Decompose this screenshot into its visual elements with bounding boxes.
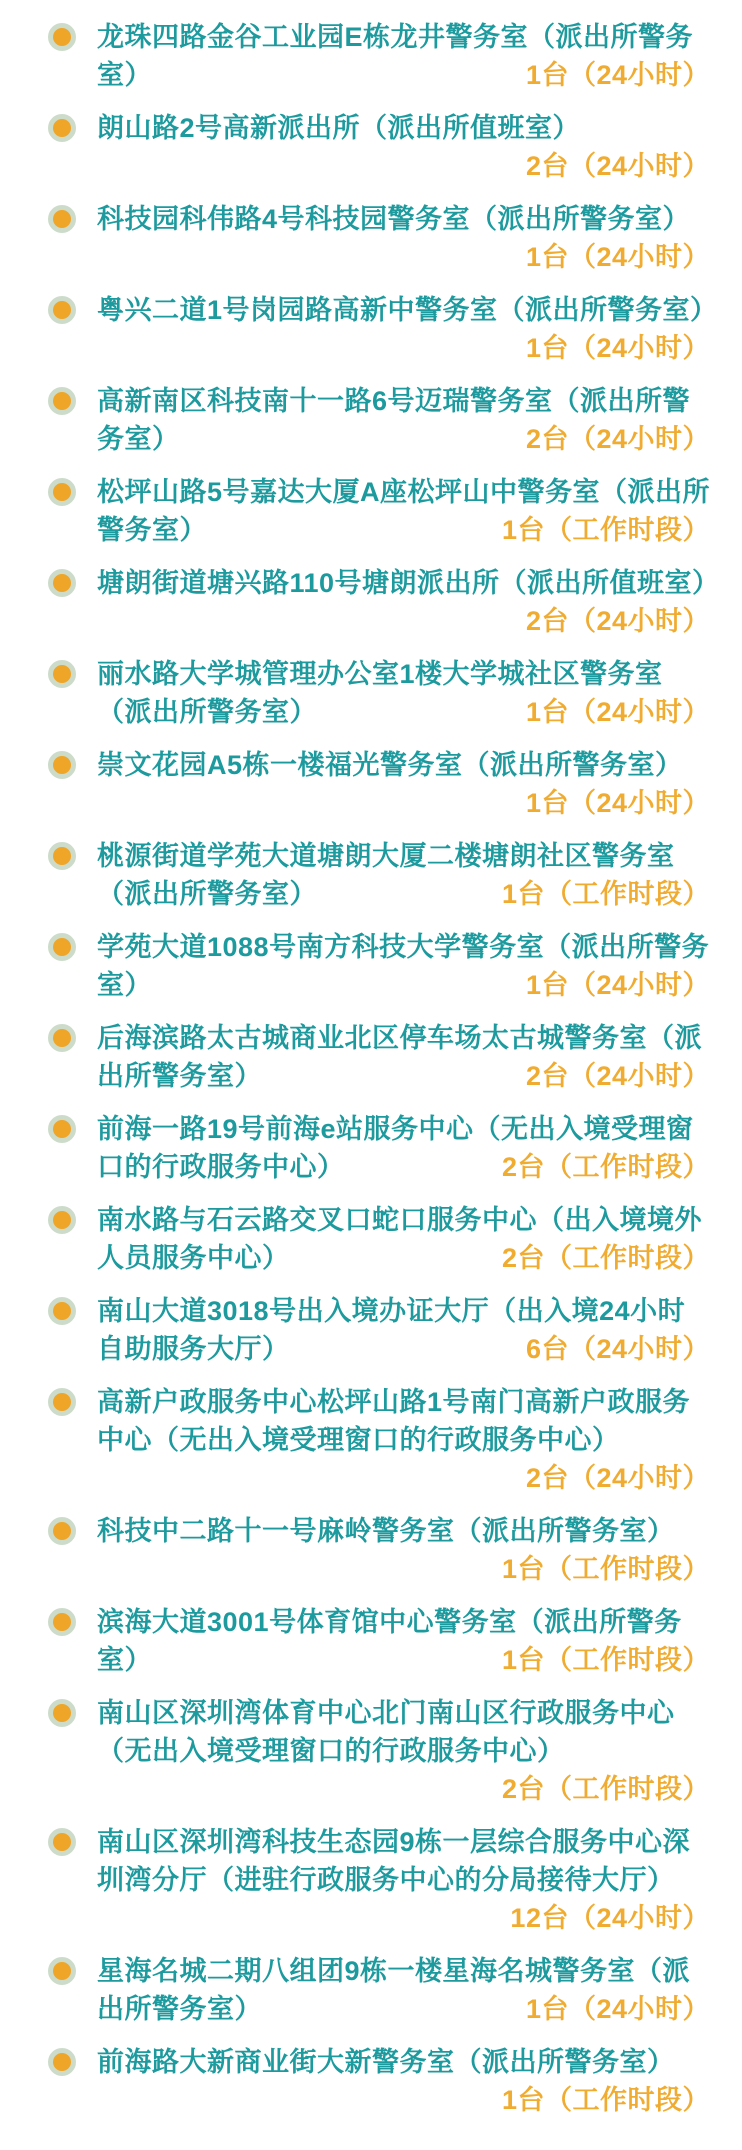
list-item	[48, 1694, 710, 1808]
machine-count-and-hours: 2台（工作时段）	[501, 1152, 710, 1182]
location-name: 前海一路19号前海e站服务中心（无出入境受理窗口的行政服务中心）	[97, 1114, 694, 1182]
machine-count-and-hours: 2台（24小时）	[525, 424, 710, 454]
bullet-icon	[48, 1388, 76, 1416]
location-name: 南水路与石云路交叉口蛇口服务中心（出入境境外人员服务中心）	[97, 1205, 702, 1273]
location-name: 崇文花园A5栋一楼福光警务室（派出所警务室）	[97, 750, 683, 780]
list-item-text	[97, 18, 710, 94]
list-item	[48, 1603, 710, 1679]
list-item	[48, 291, 718, 367]
list-item	[48, 1201, 710, 1277]
location-name: 南山大道3018号出入境办证大厅（出入境24小时自助服务大厅）	[97, 1296, 686, 1364]
list-item-text	[97, 1383, 710, 1497]
machine-count-and-hours: 1台（工作时段）	[501, 879, 710, 909]
location-name: 高新南区科技南十一路6号迈瑞警务室（派出所警务室）	[97, 386, 691, 454]
list-item	[48, 18, 710, 94]
location-name: 朗山路2号高新派出所（派出所值班室）	[97, 113, 581, 143]
location-name: 前海路大新商业街大新警务室（派出所警务室）	[97, 2047, 675, 2077]
list-item	[48, 1019, 710, 1095]
machine-count-and-hours: 2台（工作时段）	[501, 1243, 710, 1273]
list-item	[48, 837, 710, 913]
list-item-text	[97, 1292, 710, 1368]
list-item	[48, 473, 710, 549]
machine-count-and-hours: 2台（24小时）	[525, 151, 710, 181]
list-item	[48, 200, 710, 276]
bullet-icon	[48, 1024, 76, 1052]
machine-count-and-hours: 1台（24小时）	[525, 1994, 710, 2024]
list-item	[48, 928, 710, 1004]
list-item-text	[97, 291, 718, 367]
bullet-icon	[48, 296, 76, 324]
bullet-icon	[48, 751, 76, 779]
bullet-icon	[48, 933, 76, 961]
list-item-text	[97, 200, 710, 276]
list-item-text	[97, 1603, 710, 1679]
location-name: 龙珠四路金谷工业园E栋龙井警务室（派出所警务室）	[97, 22, 694, 90]
bullet-icon	[48, 842, 76, 870]
list-item-text	[97, 1019, 710, 1095]
list-item	[48, 655, 710, 731]
list-item-text	[97, 837, 710, 913]
list-item-text	[97, 1201, 710, 1277]
list-item-text	[97, 2043, 710, 2119]
machine-count-and-hours: 1台（24小时）	[525, 242, 710, 272]
list-item-text	[97, 1952, 710, 2028]
list-item-text	[97, 928, 710, 1004]
list-item-text	[97, 473, 710, 549]
list-item	[48, 746, 710, 822]
bullet-icon	[48, 1699, 76, 1727]
list-item-text	[97, 1110, 710, 1186]
machine-count-and-hours: 2台（24小时）	[525, 1061, 710, 1091]
list-item	[48, 2043, 710, 2119]
bullet-icon	[48, 1115, 76, 1143]
list-item	[48, 1512, 710, 1588]
bullet-icon	[48, 660, 76, 688]
list-item-text	[97, 109, 710, 185]
list-item-text	[97, 564, 720, 640]
bullet-icon	[48, 1297, 76, 1325]
bullet-icon	[48, 1957, 76, 1985]
machine-count-and-hours: 2台（24小时）	[525, 1463, 710, 1493]
machine-count-and-hours: 6台（24小时）	[525, 1334, 710, 1364]
bullet-icon	[48, 114, 76, 142]
list-item	[48, 1383, 710, 1497]
bullet-icon	[48, 1608, 76, 1636]
list-item-text	[97, 1694, 710, 1808]
bullet-icon	[48, 569, 76, 597]
bullet-icon	[48, 23, 76, 51]
bullet-icon	[48, 478, 76, 506]
list-item-text	[97, 1512, 710, 1588]
bullet-icon	[48, 1206, 76, 1234]
machine-count-and-hours: 1台（24小时）	[525, 697, 710, 727]
location-name: 学苑大道1088号南方科技大学警务室（派出所警务室）	[97, 932, 710, 1000]
location-name: 滨海大道3001号体育馆中心警务室（派出所警务室）	[97, 1607, 682, 1675]
machine-count-and-hours: 12台（24小时）	[510, 1903, 710, 1933]
location-name: 高新户政服务中心松坪山路1号南门高新户政服务中心（无出入境受理窗口的行政服务中心）	[97, 1387, 691, 1455]
machine-count-and-hours: 2台（24小时）	[525, 606, 710, 636]
machine-count-and-hours: 1台（工作时段）	[501, 1645, 710, 1675]
list-item	[48, 382, 710, 458]
location-name: 南山区深圳湾科技生态园9栋一层综合服务中心深圳湾分厅（进驻行政服务中心的分局接待大厅）	[97, 1827, 691, 1895]
bullet-icon	[48, 1828, 76, 1856]
list-item	[48, 109, 710, 185]
location-name: 后海滨路太古城商业北区停车场太古城警务室（派出所警务室）	[97, 1023, 702, 1091]
location-name: 南山区深圳湾体育中心北门南山区行政服务中心（无出入境受理窗口的行政服务中心）	[97, 1698, 675, 1766]
list-item	[48, 1292, 710, 1368]
list-item	[48, 1110, 710, 1186]
location-name: 桃源街道学苑大道塘朗大厦二楼塘朗社区警务室（派出所警务室）	[97, 841, 675, 909]
location-name: 松坪山路5号嘉达大厦A座松坪山中警务室（派出所警务室）	[97, 477, 711, 545]
bullet-icon	[48, 2048, 76, 2076]
machine-count-and-hours: 1台（24小时）	[525, 60, 710, 90]
machine-count-and-hours: 1台（24小时）	[525, 788, 710, 818]
bullet-icon	[48, 205, 76, 233]
location-name: 丽水路大学城管理办公室1楼大学城社区警务室（派出所警务室）	[97, 659, 663, 727]
list-item-text	[97, 382, 710, 458]
list-item-text	[97, 746, 710, 822]
location-name: 塘朗街道塘兴路110号塘朗派出所（派出所值班室）	[97, 568, 720, 598]
machine-count-and-hours: 1台（24小时）	[525, 970, 710, 1000]
bullet-icon	[48, 387, 76, 415]
machine-count-and-hours: 1台（24小时）	[525, 333, 710, 363]
list-item	[48, 564, 720, 640]
machine-count-and-hours: 1台（工作时段）	[501, 515, 710, 545]
location-name: 星海名城二期八组团9栋一楼星海名城警务室（派出所警务室）	[97, 1956, 691, 2024]
machine-count-and-hours: 2台（工作时段）	[501, 1774, 710, 1804]
machine-count-and-hours: 1台（工作时段）	[501, 2085, 710, 2115]
list-item-text	[97, 1823, 710, 1937]
list-item	[48, 1952, 710, 2028]
list-item-text	[97, 655, 710, 731]
location-name: 科技中二路十一号麻岭警务室（派出所警务室）	[97, 1516, 675, 1546]
location-name: 科技园科伟路4号科技园警务室（派出所警务室）	[97, 204, 691, 234]
machine-count-and-hours: 1台（工作时段）	[501, 1554, 710, 1584]
location-name: 粤兴二道1号岗园路高新中警务室（派出所警务室）	[97, 295, 718, 325]
list-item	[48, 1823, 710, 1937]
bullet-icon	[48, 1517, 76, 1545]
